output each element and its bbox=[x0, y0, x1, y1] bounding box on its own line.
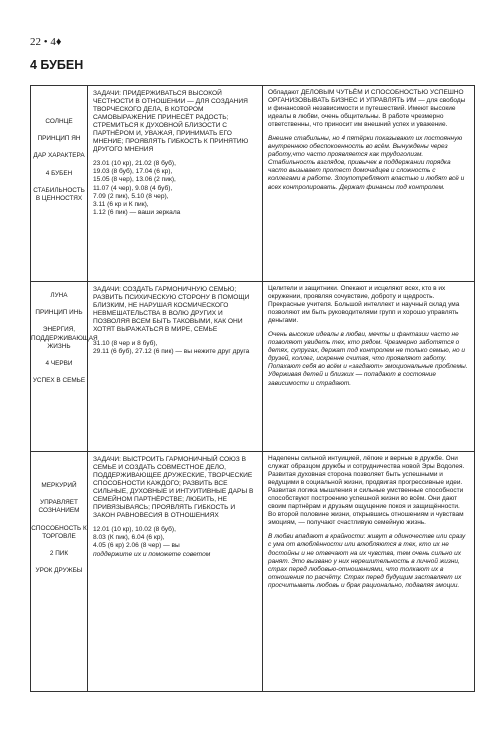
principle-label: ПРИНЦИП ИНЬ bbox=[35, 309, 83, 317]
card-label: 4 ЧЕРВИ bbox=[45, 360, 73, 368]
description-cell bbox=[263, 86, 475, 282]
date-line: 31.10 (8 чер и 8 буб), bbox=[93, 340, 158, 348]
description-cell bbox=[263, 452, 475, 692]
table-row bbox=[31, 86, 475, 282]
card-label: 2 ПИК bbox=[49, 550, 69, 558]
date-line: 3.11 (6 кр и К пик), bbox=[93, 200, 149, 208]
challenges-text: Очень высокие идеалы в любви, мечты и фантазии часто не позволяют увидеть тех, кто рядом. Чрезмерно заботятся о детях, супругах, держат под контролем не только семью, но и друзей, коллег, искренне считая, что проявляют заботу. Попахают себя во всём и «загдают» эмоциональные проблемы. Удерживая детей и близких — попадают в состояние зависимости и страдают. bbox=[268, 331, 468, 387]
planet-label: СОЛНЦЕ bbox=[45, 118, 73, 125]
planet-label: МЕРКУРИЙ bbox=[41, 482, 77, 489]
gift-label: ДАР ХАРАКТЕРА bbox=[33, 152, 85, 160]
gift-label: СПОСОБНОСТЬ К ТОРГОВЛЕ bbox=[31, 524, 87, 540]
card-label: 4 БУБЕН bbox=[45, 169, 73, 177]
date-line: 23.01 (10 кр), 21.02 (8 буб), bbox=[93, 160, 176, 168]
date-line: 4.05 (6 кр) 2.06 (8 чер) — вы bbox=[93, 542, 180, 550]
planet-cell bbox=[31, 282, 98, 452]
date-line: 19.03 (8 буб), 17.04 (6 кр), bbox=[93, 168, 173, 176]
strengths-text: Обладают ДЕЛОВЫМ ЧУТЬЁМ И СПОСОБНОСТЬЮ УСПЕШНО ОРГАНИЗОВЫВАТЬ БИЗНЕС И УПРАВЛЯТЬ ИМ — для свободы и финансовой независимости и путешествий. Имеют высокие идеалы в любви, очень общительны. В работе чрезмерно ответственны, что приносит им внешний успех и уважение. bbox=[268, 89, 466, 129]
challenges-text: В любви впадают в крайности: живут в одиночестве или сразу с ума от влюблённости или влюбляются в тех, кто их не достойны и не отвечают на их чувства, тем очень сильно их ранят. Это вызвано у них нерешительность в личной жизни, страх перед любовью-отношениями, что толкают их в отношения по расчёту. Страх перед будущим заставляет их просчитывать любовь и брак рационально, подавляя эмоции. bbox=[268, 533, 466, 589]
date-line: 8.03 (К пик), 6.04 (6 кр), bbox=[93, 534, 165, 542]
tasks-cell bbox=[88, 282, 263, 452]
bullet-separator: • bbox=[43, 36, 51, 48]
date-line: 7.09 (2 пик), 5.10 (8 чер), bbox=[93, 192, 169, 200]
challenges-text: Внешне стабильны, но 4 пятёрки показывают их постоянную внутреннюю обеспокоенность во всём. Вынуждены через работу,что часто проявляется как трудоголизм. Стабильность взглядов, привычек в поддержании порядка часто вызывает протест домочадцев и сложность с коллегами в работе. Злоупотребляют властью и любят всё и всех контролировать. Держат финансы под контролем. bbox=[268, 135, 465, 191]
date-line: поддержите их и поможете советом bbox=[93, 550, 211, 558]
principle-label: ПРИНЦИП ЯН bbox=[37, 135, 81, 143]
strengths-text: Целители и защитники. Опекают и исцеляют всех, кто в их окружении, проявляя сочувствие, доброту и щедрость. Прекрасные учителя. Большой интеллект и научный склад ума позволяют им быть руководителями групп и хорошо управлять деньгами. bbox=[268, 285, 460, 325]
planet-cell bbox=[31, 86, 88, 282]
date-line: 15.05 (8 чер), 13.06 (2 пик), bbox=[93, 176, 176, 184]
date-line: 12.01 (10 кр), 10.02 (8 буб), bbox=[93, 526, 176, 534]
mirror-dates bbox=[93, 340, 257, 356]
table-row bbox=[31, 452, 475, 692]
tasks-cell bbox=[88, 86, 263, 282]
planet-label: ЛУНА bbox=[50, 292, 68, 299]
theme-label: УРОК ДРУЖБЫ bbox=[35, 567, 83, 575]
tasks-text: ЗАДАЧИ: СОЗДАТЬ ГАРМОНИЧНУЮ СЕМЬЮ; РАЗВИТЬ ПСИХИЧЕСКУЮ СТОРОНУ В ПОМОЩИ БЛИЗКИМ, НЕ НАРУШАЯ КОСМИЧЕСКОГО НЕВМЕШАТЕЛЬСТВА В ВОЛЮ ДРУГИХ И ПОЗВОЛЯЯ ВСЕМ БЫТЬ ТАКОВЫМИ, КАК ОНИ ХОТЯТ ВЫРАЖАТЬСЯ В МИРЕ, СЕМЬЕ bbox=[93, 286, 250, 334]
gift-label: ЭНЕРГИЯ, ПОДДЕРЖИВАЮЩАЯ ЖИЗНЬ bbox=[31, 326, 98, 350]
card-table bbox=[30, 85, 475, 692]
page-number: 22 bbox=[30, 36, 41, 48]
theme-label: УСПЕХ В СЕМЬЕ bbox=[32, 377, 86, 385]
principle-label: УПРАВЛЯЕТ СОЗНАНИЕМ bbox=[38, 499, 80, 515]
section-title: 4 БУБЕН bbox=[30, 58, 84, 72]
date-line: 11.07 (4 чер), 9.08 (4 буб), bbox=[93, 184, 173, 192]
mirror-dates bbox=[93, 526, 257, 558]
planet-cell bbox=[31, 452, 88, 692]
mirror-dates bbox=[93, 160, 257, 216]
page-header bbox=[30, 36, 61, 48]
date-line: 1.12 (6 пик) — ваши зеркала bbox=[93, 208, 181, 216]
theme-label: СТАБИЛЬНОСТЬ В ЦЕННОСТЯХ bbox=[33, 186, 85, 203]
tasks-text: ЗАДАЧИ: ВЫСТРОИТЬ ГАРМОНИЧНЫЙ СОЮЗ В СЕМЬЕ И СОЗДАТЬ СОВМЕСТНОЕ ДЕЛО, ПОДДЕРЖИВАЮЩЕЕ ДРУЖЕСКИЕ, ТВОРЧЕСКИЕ СПОСОБНОСТИ КАЖДОГО; РАЗВИТЬ ВСЕ СИЛЬНЫЕ, ДУХОВНЫЕ И ИНТУИТИВНЫЕ ДАРЫ В СЕМЕЙНОМ ПАРТНЁРСТВЕ; ЛЮБИТЬ, НЕ ПРИВЯЗЫВАЯСЬ; ПРОЯВЛЯТЬ ГИБКОСТЬ И ЗАКОН РАВНОВЕСИЯ В ОТНОШЕНИЯХ bbox=[93, 456, 254, 520]
tasks-cell bbox=[88, 452, 263, 692]
tasks-text: ЗАДАЧИ: ПРИДЕРЖИВАТЬСЯ ВЫСОКОЙ ЧЕСТНОСТИ В ОТНОШЕНИИ — ДЛЯ СОЗДАНИЯ ТВОРЧЕСКОГО ДЕЛА, В КОТОРОМ САМОВЫРАЖЕНИЕ ПРИНЕСЁТ РАДОСТЬ; СТРЕМИТЬСЯ К ДУХОВНОЙ БЛИЗОСТИ С ПАРТНЁРОМ И, УВАЖАЯ, ПРИНИМАТЬ ЕГО МНЕНИЕ; ПРОЯВЛЯТЬ ГИБКОСТЬ К ПРИНЯТИЮ ДРУГОГО МНЕНИЯ bbox=[93, 90, 249, 154]
date-line: 29.11 (6 буб), 27.12 (6 пик) — вы нежите друг друга bbox=[93, 348, 250, 356]
suit-mark: 4♦ bbox=[50, 36, 62, 48]
strengths-text: Наделены сильной интуицией, лёгкие и верные в дружбе. Они служат образцом дружбы и сотрудничества новой Эры Водолея. Развитая духовная сторона позволяет быть успешными и ведущими в социальной жизни, продвигая прогрессивные идеи. Развитая логика мышления и сильные умственные способности способствуют построению успешной жизни во всём. Они дают своим партнёрам и друзьям ощущение покоя и защищённости. Во второй половине жизни, открывшись отношениям и чувствам эмоциям, — получают счастливую семейную жизнь. bbox=[268, 455, 465, 527]
table-row bbox=[31, 282, 475, 452]
description-cell bbox=[263, 282, 475, 452]
